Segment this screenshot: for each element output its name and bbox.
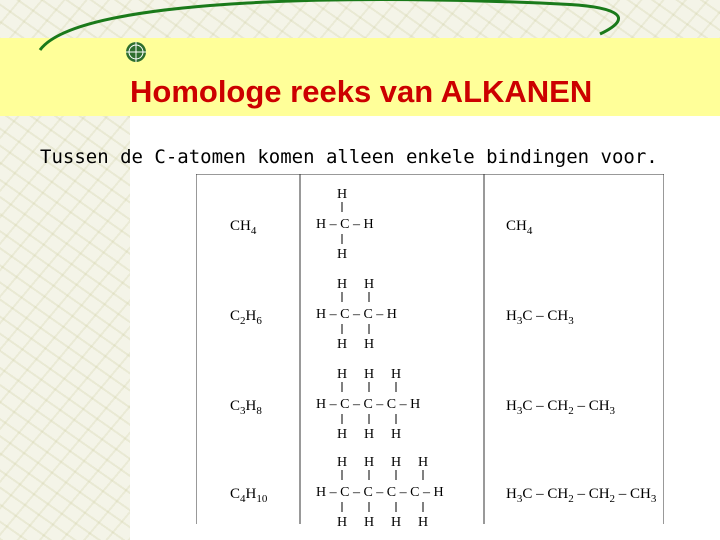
condensed-formula: $H_3C - CH_2 - CH_3$ [506,398,616,417]
hydrogen-atom: H [363,515,375,530]
molecular-formula: $C_2H_6$ [230,308,262,327]
carbon-chain: H – C – H [316,217,374,232]
structural-formula [314,452,484,534]
hydrogen-atom: H [417,455,429,470]
hydrogen-atom: H [336,367,348,382]
bullet-icon [126,42,146,62]
hydrogen-atom: H [363,337,375,352]
hydrogen-atom: H [390,455,402,470]
hydrogen-atom: H [363,455,375,470]
alkane-table [196,174,664,530]
hydrogen-atom: H [363,367,375,382]
hydrogen-atom: H [390,427,402,442]
hydrogen-atom: H [390,515,402,530]
structural-formula [314,364,484,446]
condensed-formula: $H_3C - CH_2 - CH_2 - CH_3$ [506,486,657,505]
carbon-chain: H – C – C – C – C – H [316,485,444,500]
hydrogen-atom: H [390,367,402,382]
hydrogen-atom: H [363,427,375,442]
hydrogen-atom: H [417,515,429,530]
hydrogen-atom: H [336,247,348,262]
hydrogen-atom: H [336,337,348,352]
structural-formula [314,274,484,356]
structural-formula [314,184,484,266]
molecular-formula: $C_4H_{10}$ [230,486,268,505]
hydrogen-atom: H [336,277,348,292]
carbon-chain: H – C – C – C – H [316,397,421,412]
carbon-chain: H – C – C – H [316,307,397,322]
hydrogen-atom: H [336,515,348,530]
molecular-formula: $CH_4$ [230,218,257,237]
condensed-formula: $H_3C - CH_3$ [506,308,574,327]
hydrogen-atom: H [336,455,348,470]
slide-title: Homologe reeks van ALKANEN [130,74,593,109]
hydrogen-atom: H [363,277,375,292]
intro-text: Tussen de C-atomen komen alleen enkele bindingen voor. [40,146,658,168]
hydrogen-atom: H [336,427,348,442]
condensed-formula: $CH_4$ [506,218,533,237]
hydrogen-atom: H [336,187,348,202]
molecular-formula: $C_3H_8$ [230,398,262,417]
